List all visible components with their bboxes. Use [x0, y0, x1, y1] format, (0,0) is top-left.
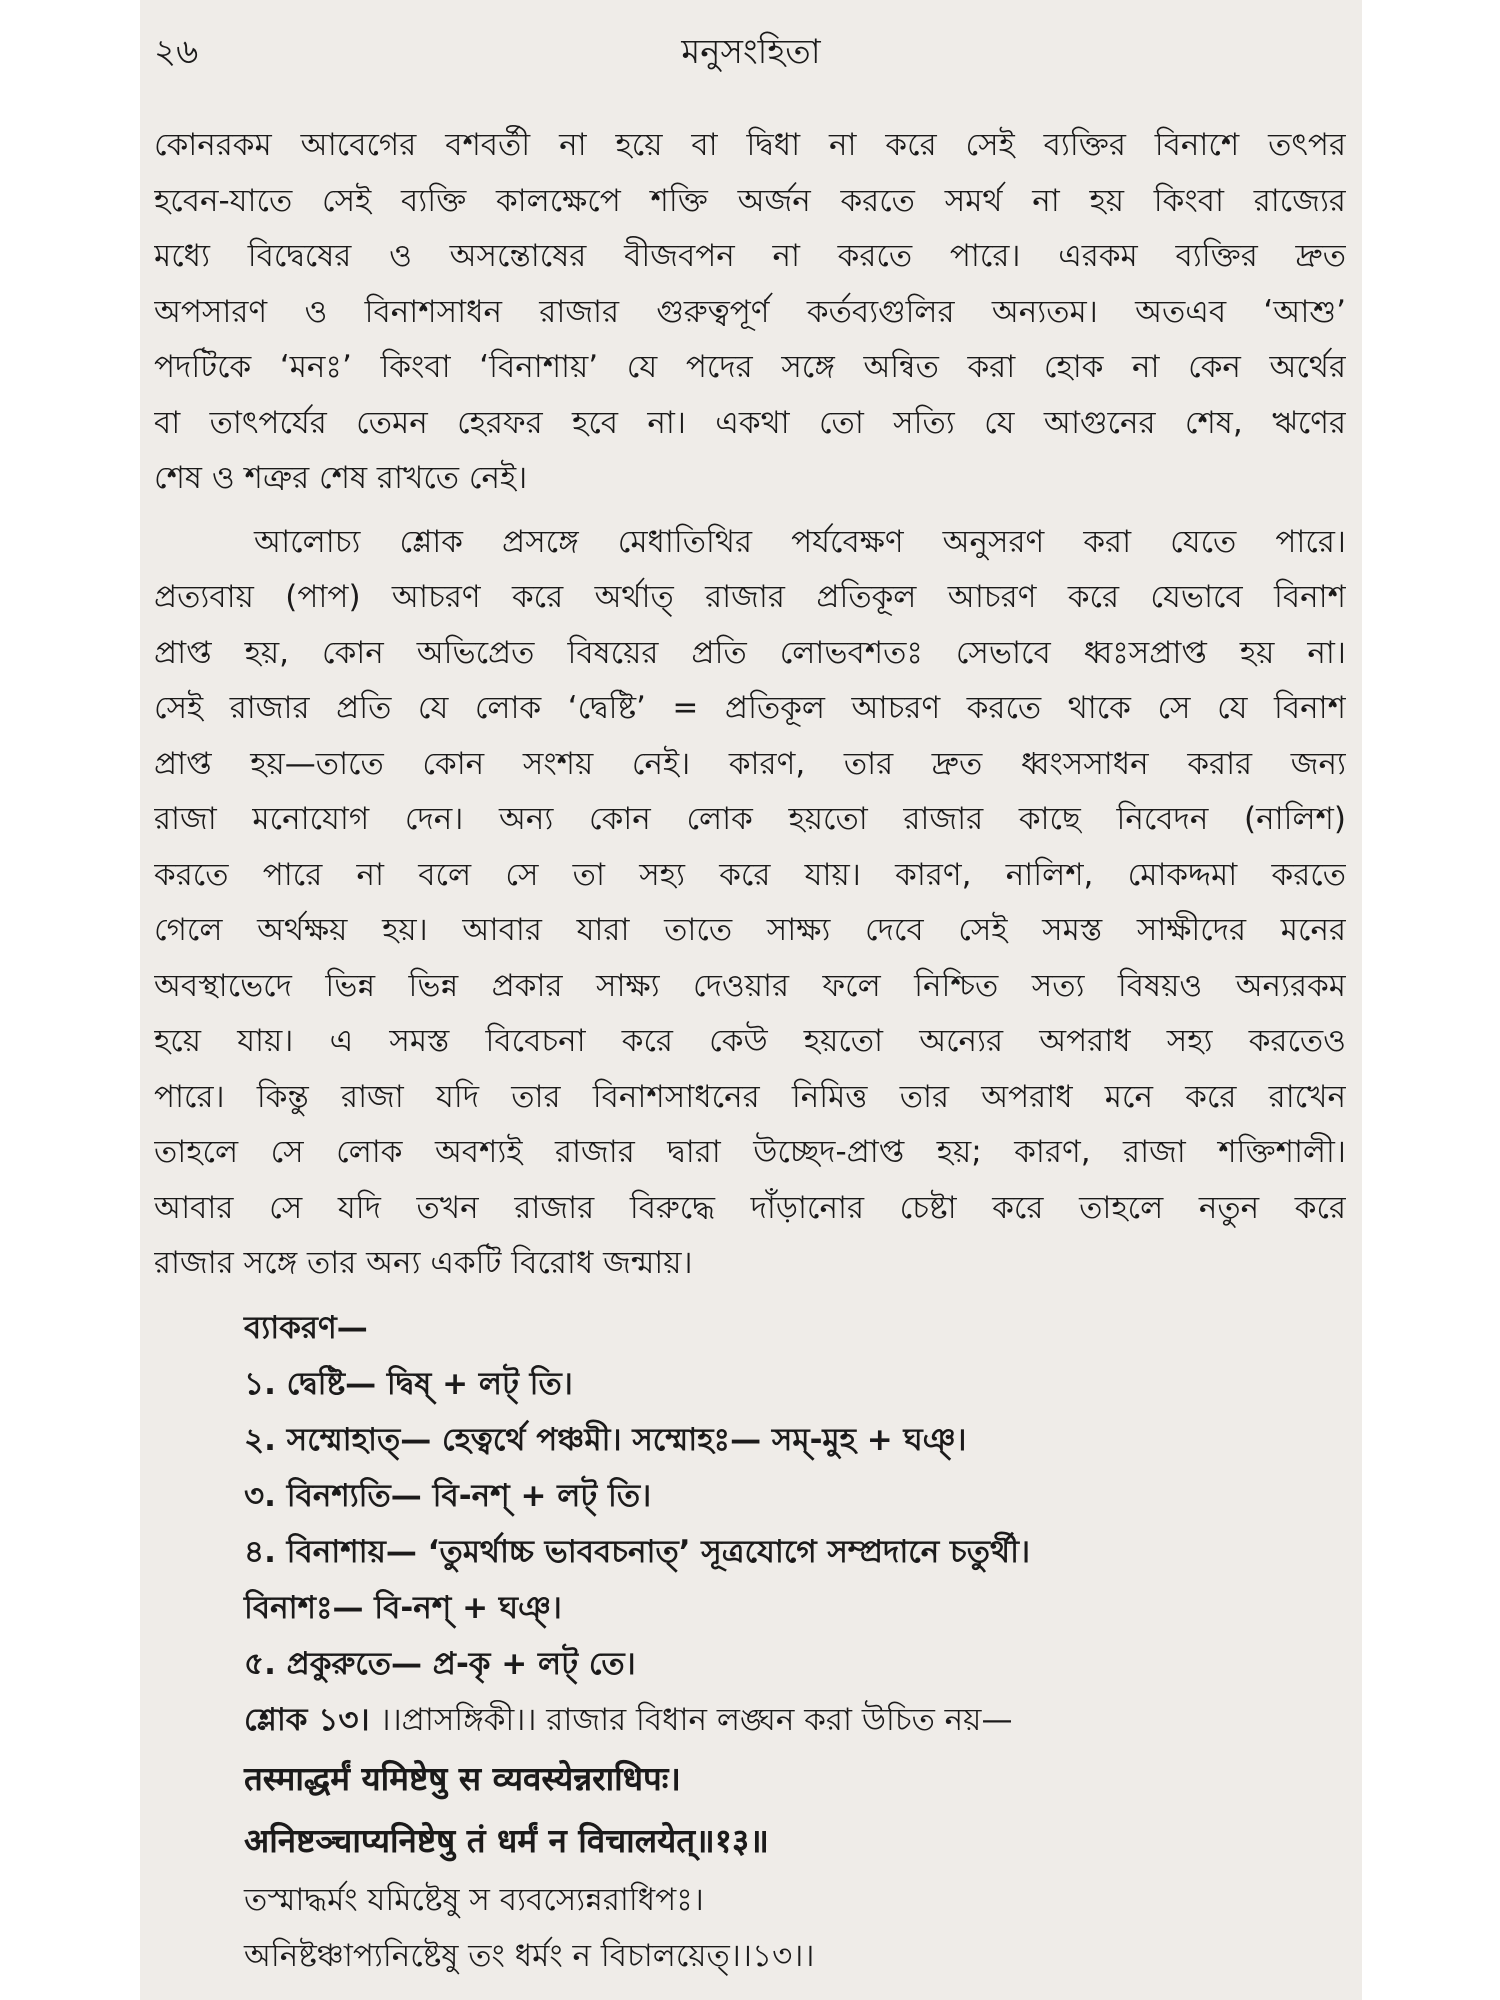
text-line: প্রাপ্ত হয়—তাতে কোন সংশয় নেই। কারণ, তার দ্রুত ধ্বংসসাধন করার জন্য — [154, 745, 1346, 782]
text-line: করতে পারে না বলে সে তা সহ্য করে যায়। কারণ, নালিশ, মোকদ্দমা করতে — [154, 856, 1346, 893]
grammar-heading: ব্যাকরণ— — [244, 1310, 368, 1346]
text-line: আবার সে যদি তখন রাজার বিরুদ্ধে দাঁড়ানোর চেষ্টা করে তাহলে নতুন করে — [154, 1189, 1346, 1226]
page-header — [140, 22, 1362, 92]
text-line: পারে। কিন্তু রাজা যদি তার বিনাশসাধনের নিমিত্ত তার অপরাধ মনে করে রাখেন — [154, 1078, 1346, 1115]
book-page — [140, 0, 1362, 2000]
text-line: আলোচ্য শ্লোক প্রসঙ্গে মেধাতিথির পর্যবেক্ষণ অনুসরণ করা যেতে পারে। — [254, 523, 1346, 560]
sloka-heading — [244, 1692, 1344, 1748]
text-line: হয়ে যায়। এ সমস্ত বিবেচনা করে কেউ হয়তো অন্যের অপরাধ সহ্য করতেও — [154, 1023, 1346, 1059]
page-number: ২৬ — [154, 32, 199, 72]
sloka-bengali-line: অনিষ্টঞ্চাপ্যনিষ্টেষু তং ধর্মং ন বিচালয়েত্‌।।১৩।। — [244, 1938, 815, 1974]
text-line: প্রত্যবায় (পাপ) আচরণ করে অর্থাত্‌ রাজার প্রতিকূল আচরণ করে যেভাবে বিনাশ — [154, 579, 1346, 615]
paragraph-2 — [154, 515, 1346, 1292]
text-line: অপসারণ ও বিনাশসাধন রাজার গুরুত্বপূর্ণ কর্তব্যগুলির অন্যতম। অতএব ‘আশু’ — [154, 293, 1346, 330]
text-line: সেই রাজার প্রতি যে লোক ‘দ্বেষ্টি’ = প্রতিকূল আচরণ করতে থাকে সে যে বিনাশ — [154, 690, 1346, 726]
sloka-devanagari-line: तस्माद्धर्मं यमिष्टेषु स व्यवस्येन्नराधिपः। — [244, 1759, 681, 1798]
sloka-bengali-line: তস্মাদ্ধর্মং যমিষ্টেষু স ব্যবস্যেন্নরাধিপঃ। — [244, 1882, 704, 1918]
text-line: অবস্থাভেদে ভিন্ন ভিন্ন প্রকার সাক্ষ্য দেওয়ার ফলে নিশ্চিত সত্য বিষয়ও অন্যরকম — [154, 967, 1346, 1004]
grammar-item: ১. দ্বেষ্টি— দ্বিষ্‌ + লট্‌ তি। — [244, 1366, 573, 1402]
grammar-section — [244, 1300, 1344, 1984]
text-line: গেলে অর্থক্ষয় হয়। আবার যারা তাতে সাক্ষ্য দেবে সেই সমস্ত সাক্ষীদের মনের — [154, 912, 1346, 948]
text-line: রাজা মনোযোগ দেন। অন্য কোন লোক হয়তো রাজার কাছে নিবেদন (নালিশ) — [154, 801, 1346, 837]
text-line: মধ্যে বিদ্বেষের ও অসন্তোষের বীজবপন না করতে পারে। এরকম ব্যক্তির দ্রুত — [154, 238, 1346, 274]
text-line: শেষ ও শত্রুর শেষ রাখতে নেই। — [154, 460, 528, 496]
text-line: রাজার সঙ্গে তার অন্য একটি বিরোধ জন্মায়। — [154, 1245, 693, 1281]
text-line: হবেন-যাতে সেই ব্যক্তি কালক্ষেপে শক্তি অর্জন করতে সমর্থ না হয় কিংবা রাজ্যের — [154, 182, 1346, 219]
text-line: বা তাৎপর্যের তেমন হেরফর হবে না। একথা তো সত্যি যে আগুনের শেষ, ঋণের — [154, 404, 1346, 441]
text-line: প্রাপ্ত হয়, কোন অভিপ্রেত বিষয়ের প্রতি লোভবশতঃ সেভাবে ধ্বঃসপ্রাপ্ত হয় না। — [154, 634, 1346, 671]
sloka-devanagari-line: अनिष्टञ्चाप्यनिष्टेषु तं धर्मं न विचालयेत्‌॥१३॥ — [244, 1821, 769, 1860]
grammar-item: ২. সম্মোহাত্‌— হেত্বর্থে পঞ্চমী। সম্মোহঃ— সম্‌-মুহ + ঘঞ্‌। — [244, 1422, 967, 1458]
grammar-item: ৫. প্রকুরুতে— প্র-কৃ + লট্‌ তে। — [244, 1646, 636, 1682]
text-line: পদটিকে ‘মনঃ’ কিংবা ‘বিনাশায়’ যে পদের সঙ্গে অন্বিত করা হোক না কেন অর্থের — [154, 349, 1346, 385]
text-line: কোনরকম আবেগের বশবর্তী না হয়ে বা দ্বিধা না করে সেই ব্যক্তির বিনাশে তৎপর — [154, 127, 1346, 163]
sloka-heading-text: ।।প্রাসঙ্গিকী।। রাজার বিধান লঙ্ঘন করা উচিত নয়— — [379, 1702, 1013, 1738]
grammar-item: ৪. বিনাশায়— ‘তুমর্থাচ্চ ভাববচনাত্‌’ সূত্রযোগে সম্প্রদানে চতুর্থী। — [244, 1534, 1031, 1570]
grammar-item: ৩. বিনশ্যতি— বি-নশ্‌ + লট্‌ তি। — [244, 1478, 652, 1514]
paragraph-1 — [154, 118, 1346, 507]
running-title: মনুসংহিতা — [681, 32, 821, 72]
text-line: তাহলে সে লোক অবশ্যই রাজার দ্বারা উচ্ছেদ-প্রাপ্ত হয়; কারণ, রাজা শক্তিশালী। — [154, 1134, 1346, 1170]
page-body — [154, 118, 1346, 1292]
grammar-item: বিনাশঃ— বি-নশ্‌ + ঘঞ্‌। — [244, 1590, 562, 1626]
sloka-number: শ্লোক ১৩। — [244, 1702, 370, 1738]
